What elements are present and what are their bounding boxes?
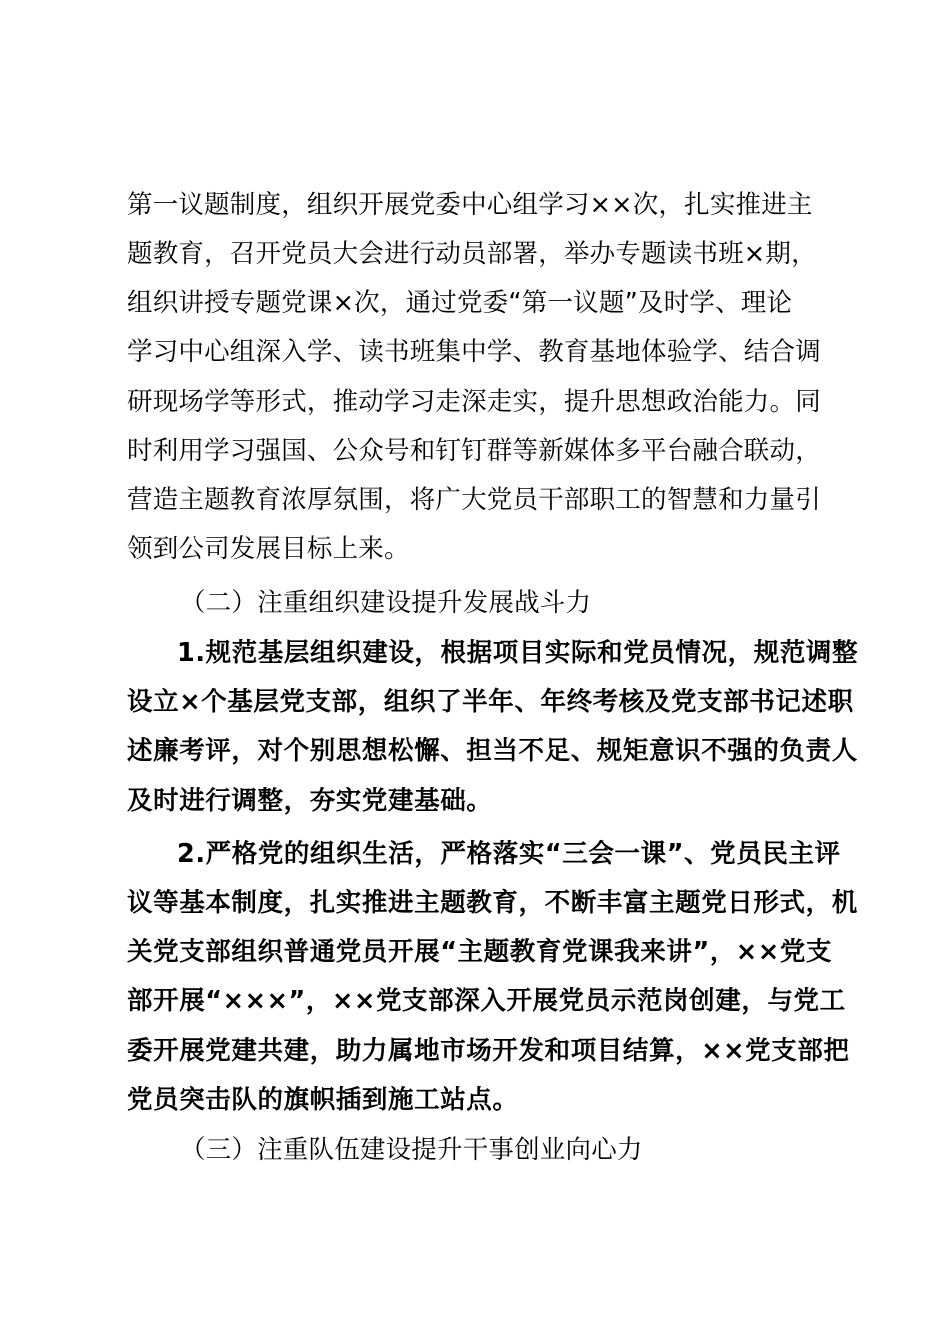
item-2-line-3: 关党支部组织普通党员开展“主题教育党课我来讲”，××党支: [127, 937, 833, 967]
section-2-heading: （二）注重组织建设提升发展战斗力: [180, 588, 592, 618]
item-2-line-4: 部开展“×××”，××党支部深入开展党员示范岗创建，与党工: [127, 986, 846, 1016]
section-3-heading: （三）注重队伍建设提升干事创业向心力: [180, 1135, 643, 1165]
item-1-line-2: 设立×个基层党支部，组织了半年、年终考核及党支部书记述职: [127, 687, 854, 717]
item-1-line-3: 述廉考评，对个别思想松懈、担当不足、规矩意识不强的负责人: [127, 736, 858, 766]
item-1-line-4: 及时进行调整，夯实党建基础。: [127, 786, 493, 816]
paragraph-1-line-7: 营造主题教育浓厚氛围，将广大党员干部职工的智慧和力量引: [127, 485, 821, 515]
paragraph-1-line-5: 研现场学等形式，推动学习走深走实，提升思想政治能力。同: [127, 387, 821, 417]
item-2-line-5: 委开展党建共建，助力属地市场开发和项目结算，××党支部把: [127, 1036, 850, 1066]
paragraph-1-line-1: 第一议题制度，组织开展党委中心组学习××次，扎实推进主: [127, 190, 813, 220]
item-2-line-6: 党员突击队的旗帜插到施工站点。: [127, 1085, 519, 1115]
paragraph-1-line-2: 题教育，召开党员大会进行动员部署，举办专题读书班×期，: [127, 239, 817, 269]
item-2-line-2: 议等基本制度，扎实推进主题教育，不断丰富主题党日形式，机: [127, 888, 858, 918]
paragraph-1-line-6: 时利用学习强国、公众号和钉钉群等新媒体多平台融合联动，: [127, 436, 821, 466]
paragraph-1-line-8: 领到公司发展目标上来。: [127, 534, 410, 564]
paragraph-1-line-4: 学习中心组深入学、读书班集中学、教育基地体验学、结合调: [127, 337, 821, 367]
item-2-line-1: 2.严格党的组织生活，严格落实“三会一课”、党员民主评: [177, 839, 841, 869]
item-1-line-1: 1.规范基层组织建设，根据项目实际和党员情况，规范调整: [177, 638, 859, 668]
paragraph-1-line-3: 组织讲授专题党课×次，通过党委“第一议题”及时学、理论: [127, 288, 793, 318]
